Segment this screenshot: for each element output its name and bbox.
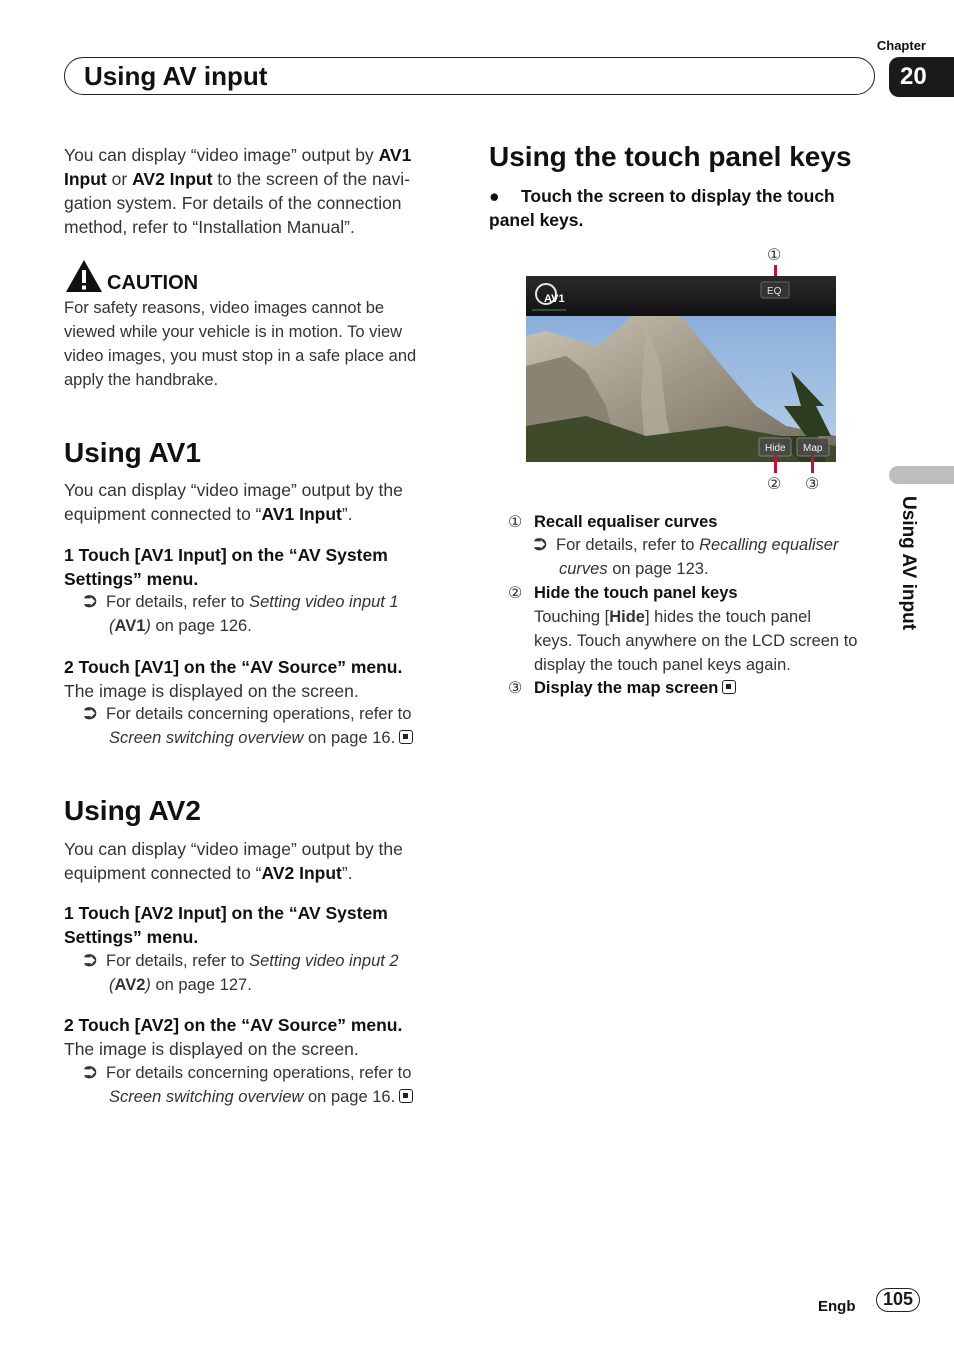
av2-paragraph: You can display “video image” output by the equipment connected to “AV2 Input”. xyxy=(64,839,403,883)
legend-item-3: ③ Display the map screen xyxy=(508,676,736,700)
callout-3: ③ xyxy=(805,476,820,493)
legend-item-1: ① Recall equaliser curves xyxy=(508,513,718,531)
language-label: Engb xyxy=(818,1298,856,1315)
av1-step-1: 1 Touch [AV1 Input] on the “AV System Settings” menu. xyxy=(64,545,388,589)
warning-icon xyxy=(64,258,104,294)
end-mark-icon xyxy=(722,680,736,694)
av2-step-2: 2 Touch [AV2] on the “AV Source” menu. xyxy=(64,1015,403,1035)
legend-item-2: ② Hide the touch panel keys xyxy=(508,584,738,602)
arrow-icon: ⮊ xyxy=(534,536,547,554)
end-mark-icon xyxy=(399,730,413,744)
av1-note-1: ⮊ For details, refer to Setting video input 1 (AV1) on page 126. xyxy=(84,590,399,638)
arrow-icon: ⮊ xyxy=(84,705,97,723)
intro-paragraph: You can display “video image” output by AV1 Input or AV2 Input to the screen of the navi- gation system. For details of the connection method, refer to “Installation Manual”. xyxy=(64,145,412,237)
chapter-label: Chapter xyxy=(876,38,926,53)
av1-note-2: ⮊ For details concerning operations, refer to Screen switching overview on page 16. xyxy=(84,702,413,750)
callout-2: ② xyxy=(767,476,782,493)
arrow-icon: ⮊ xyxy=(84,952,97,970)
caution-title: CAUTION xyxy=(107,272,199,294)
callout-2-line xyxy=(774,455,777,473)
av-screen-image xyxy=(526,276,836,462)
side-tab-label: Using AV input xyxy=(898,496,919,631)
callout-3-line xyxy=(811,455,814,473)
av2-note-2: ⮊ For details concerning operations, refer to Screen switching overview on page 16. xyxy=(84,1061,413,1109)
map-key: Map xyxy=(803,443,823,454)
caution-text: For safety reasons, video images cannot be viewed while your vehicle is in motion. To view video images, you must stop in a safe place and apply the handbrake. xyxy=(64,299,417,389)
bullet-icon: ● xyxy=(489,186,500,206)
av2-step-1: 1 Touch [AV2 Input] on the “AV System Settings” menu. xyxy=(64,903,388,947)
eq-key: EQ xyxy=(767,286,782,297)
av1-step-2: 2 Touch [AV1] on the “AV Source” menu. xyxy=(64,657,403,677)
av-source-label: AV1 xyxy=(544,293,565,305)
legend-item-1-note: ⮊ For details, refer to Recalling equaliser curves on page 123. xyxy=(534,533,838,581)
page-title: Using AV input xyxy=(84,61,268,91)
touch-bullet-step: ● Touch the screen to display the touch panel keys. xyxy=(489,186,835,230)
av2-heading: Using AV2 xyxy=(64,795,201,826)
av1-step-2-text: The image is displayed on the screen. xyxy=(64,681,359,701)
av1-paragraph: You can display “video image” output by the equipment connected to “AV1 Input”. xyxy=(64,480,403,524)
callout-1: ① xyxy=(767,247,782,264)
arrow-icon: ⮊ xyxy=(84,1064,97,1082)
hide-key: Hide xyxy=(765,443,786,454)
side-tab xyxy=(889,466,954,484)
chapter-number: 20 xyxy=(889,57,954,97)
end-mark-icon xyxy=(399,1089,413,1103)
touch-heading: Using the touch panel keys xyxy=(489,141,852,172)
av1-heading: Using AV1 xyxy=(64,437,201,468)
av2-step-2-text: The image is displayed on the screen. xyxy=(64,1039,359,1059)
av2-note-1: ⮊ For details, refer to Setting video input 2 (AV2) on page 127. xyxy=(84,949,399,997)
legend-item-2-text: Touching [Hide] hides the touch panel keys. Touch anywhere on the LCD screen to display the touch panel keys again. xyxy=(534,608,858,674)
arrow-icon: ⮊ xyxy=(84,593,97,611)
page-number: 105 xyxy=(876,1288,920,1312)
